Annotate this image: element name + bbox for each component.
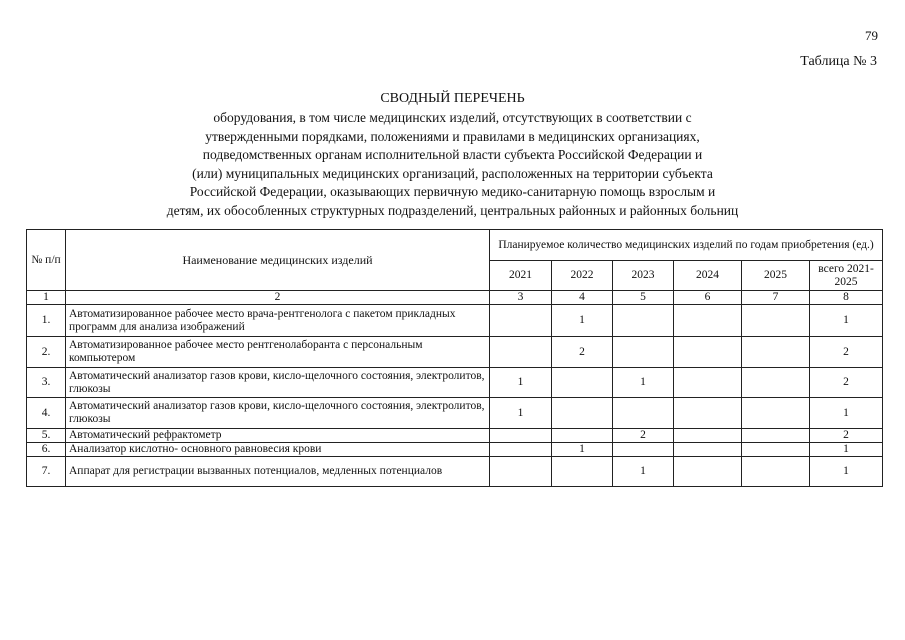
subtitle-line: утвержденными порядками, положениями и правилами в медицинских организациях, <box>205 128 700 144</box>
header-year: 2024 <box>674 261 742 291</box>
table-row <box>27 305 883 337</box>
column-number: 6 <box>674 291 742 305</box>
qty-2024 <box>674 443 742 457</box>
header-year: 2025 <box>742 261 810 291</box>
device-name: Автоматический анализатор газов крови, кисло-щелочного состояния, электролитов, глюкозы <box>66 368 490 398</box>
header-year: 2021 <box>490 261 552 291</box>
qty-2024 <box>674 429 742 443</box>
qty-2022 <box>552 429 613 443</box>
subtitle-line: Российской Федерации, оказывающих первичную медико-санитарную помощь взрослым и <box>189 184 716 199</box>
qty-2024 <box>674 305 742 337</box>
header-year: 2023 <box>613 261 674 291</box>
header-num: № п/п <box>27 230 66 291</box>
column-number: 2 <box>66 291 490 305</box>
row-number: 4. <box>27 398 66 429</box>
qty-2022: 1 <box>552 443 613 457</box>
qty-2025 <box>742 368 810 398</box>
row-number: 6. <box>27 443 66 457</box>
qty-total: 2 <box>810 429 883 443</box>
subtitle-line: подведомственных органам исполнительной власти субъекта Российской Федерации и <box>202 147 703 162</box>
page-number: 79 <box>865 28 878 43</box>
qty-total: 2 <box>810 337 883 368</box>
column-number: 8 <box>810 291 883 305</box>
device-name: Автоматический рефрактометр <box>66 429 490 443</box>
qty-2024 <box>674 457 742 487</box>
qty-2022: 1 <box>552 305 613 337</box>
qty-2022 <box>552 457 613 487</box>
qty-2021 <box>490 337 552 368</box>
row-number: 7. <box>27 457 66 487</box>
qty-total: 1 <box>810 305 883 337</box>
qty-2023 <box>613 398 674 429</box>
column-number: 7 <box>742 291 810 305</box>
document-subtitle <box>120 109 785 220</box>
subtitle-line: оборудования, в том числе медицинских изделий, отсутствующих в соответствии с <box>213 110 692 125</box>
qty-2023 <box>613 305 674 337</box>
header-planned: Планируемое количество медицинских изделий по годам приобретения (ед.) <box>490 230 883 261</box>
row-number: 1. <box>27 305 66 337</box>
column-number: 3 <box>490 291 552 305</box>
table-reference: Таблица № 3 <box>800 54 877 69</box>
table-row <box>27 429 883 443</box>
row-number: 2. <box>27 337 66 368</box>
column-number: 4 <box>552 291 613 305</box>
table-row <box>27 368 883 398</box>
table-row <box>27 443 883 457</box>
subtitle-line: (или) муниципальных медицинских организаций, расположенных на территории субъекта <box>192 165 713 181</box>
device-name: Анализатор кислотно- основного равновесия крови <box>66 443 490 457</box>
qty-2022 <box>552 398 613 429</box>
qty-2024 <box>674 337 742 368</box>
document-title: СВОДНЫЙ ПЕРЕЧЕНЬ <box>380 91 525 106</box>
qty-2022 <box>552 368 613 398</box>
header-year: 2022 <box>552 261 613 291</box>
qty-2023: 2 <box>613 429 674 443</box>
device-name: Автоматизированное рабочее место рентгенолаборанта с персональным компьютером <box>66 337 490 368</box>
qty-2025 <box>742 305 810 337</box>
column-number: 5 <box>613 291 674 305</box>
table-row <box>27 398 883 429</box>
qty-2021 <box>490 305 552 337</box>
header-row <box>27 230 883 261</box>
qty-2023: 1 <box>613 457 674 487</box>
qty-2023: 1 <box>613 368 674 398</box>
qty-2021 <box>490 443 552 457</box>
subtitle-line: детям, их обособленных структурных подразделений, центральных районных и районных больниц <box>166 202 739 218</box>
qty-2025 <box>742 398 810 429</box>
qty-2023 <box>613 443 674 457</box>
qty-2024 <box>674 368 742 398</box>
row-number: 5. <box>27 429 66 443</box>
qty-2022: 2 <box>552 337 613 368</box>
qty-2021 <box>490 429 552 443</box>
header-name: Наименование медицинских изделий <box>66 230 490 291</box>
qty-total: 1 <box>810 398 883 429</box>
qty-total: 1 <box>810 443 883 457</box>
qty-2024 <box>674 398 742 429</box>
table-row <box>27 457 883 487</box>
header-total: всего 2021-2025 <box>810 261 883 291</box>
qty-2021: 1 <box>490 398 552 429</box>
qty-2023 <box>613 337 674 368</box>
device-name: Аппарат для регистрации вызванных потенциалов, медленных потенциалов <box>66 457 490 487</box>
qty-2021: 1 <box>490 368 552 398</box>
row-number: 3. <box>27 368 66 398</box>
qty-2025 <box>742 443 810 457</box>
qty-2025 <box>742 457 810 487</box>
qty-total: 1 <box>810 457 883 487</box>
table-row <box>27 337 883 368</box>
qty-2025 <box>742 337 810 368</box>
qty-2021 <box>490 457 552 487</box>
column-numbers-row <box>27 291 883 305</box>
devices-table <box>26 229 883 487</box>
qty-2025 <box>742 429 810 443</box>
qty-total: 2 <box>810 368 883 398</box>
device-name: Автоматизированное рабочее место врача-рентгенолога с пакетом прикладных программ для анализа изображений <box>66 305 490 337</box>
column-number: 1 <box>27 291 66 305</box>
device-name: Автоматический анализатор газов крови, кисло-щелочного состояния, электролитов, глюкозы <box>66 398 490 429</box>
